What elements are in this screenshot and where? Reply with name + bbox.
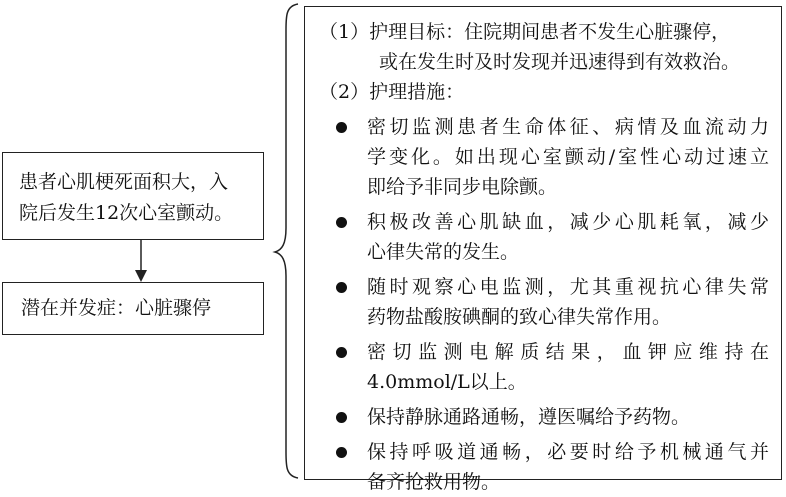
nursing-plan-box [304,6,782,493]
measure-line: 保持呼吸道通畅，必要时给予机械通气并 [367,441,769,463]
bullet-dot-icon [336,217,347,228]
measure-line: 学变化。如出现心室颤动/室性心动过速立 [367,146,769,168]
bullet-dot-icon [336,447,347,458]
measures-heading: （2）护理措施： [319,81,465,103]
measure-item [319,112,769,202]
case-line-2: 院后发生12次心室颤动。 [19,202,234,224]
measure-line: 随时观察心电监测，尤其重视抗心律失常 [367,276,769,298]
measure-line: 密切监测患者生命体征、病情及血流动力 [367,116,769,138]
measure-line: 4.0mmol/L以上。 [367,371,527,393]
measure-line: 密切监测电解质结果，血钾应维持在 [367,341,769,363]
case-line-1: 患者心肌梗死面积大，入 [19,171,229,193]
measure-line: 药物盐酸胺碘酮的致心律失常作用。 [367,306,672,328]
bullet-dot-icon [336,122,347,133]
bullet-dot-icon [336,412,347,423]
measure-item [319,207,769,267]
goal-continuation: 或在发生时及时发现并迅速得到有效救治。 [379,51,741,73]
complication-box [2,282,264,335]
measure-line: 即给予非同步电除颤。 [367,176,558,198]
down-arrow-icon [129,240,153,282]
measure-line: 保持静脉通路通畅，遵医嘱给予药物。 [367,406,691,428]
measure-line: 积极改善心肌缺血，减少心肌耗氧，减少 [367,211,769,233]
left-brace-icon [272,0,302,482]
measure-item [319,272,769,332]
measure-item [319,402,769,432]
measure-item [319,337,769,397]
bullet-dot-icon [336,282,347,293]
goal-heading: （1）护理目标：住院期间患者不发生心脏骤停， [319,21,731,43]
measure-line: 心律失常的发生。 [367,241,520,263]
case-description-box [2,152,264,240]
bullet-dot-icon [336,347,347,358]
measure-line: 备齐抢救用物。 [367,471,501,493]
complication-text: 潜在并发症：心脏骤停 [21,297,212,319]
measure-item [319,437,769,497]
